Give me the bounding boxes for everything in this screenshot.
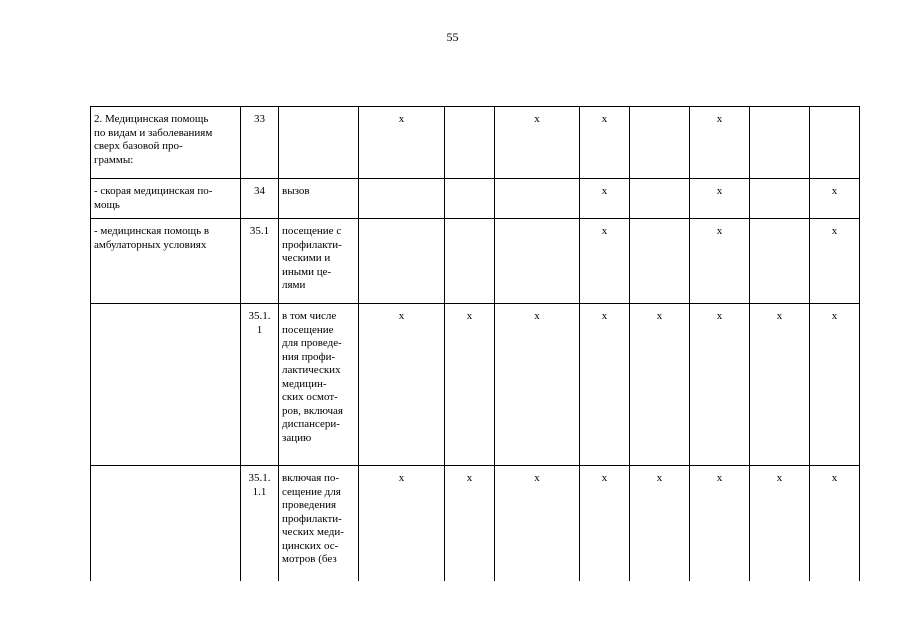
table-cell: х — [580, 219, 630, 304]
row-unit: вызов — [279, 179, 359, 219]
table-cell: х — [580, 179, 630, 219]
table-cell: х — [445, 304, 495, 466]
table-cell: х — [580, 304, 630, 466]
table-cell — [495, 219, 580, 304]
table-cell: х — [495, 304, 580, 466]
row-number: 34 — [241, 179, 279, 219]
table-cell: х — [495, 466, 580, 581]
table-cell: х — [690, 304, 750, 466]
table-cell — [445, 107, 495, 179]
table-cell — [445, 219, 495, 304]
table-cell — [750, 219, 810, 304]
table-cell: х — [750, 466, 810, 581]
table-cell: х — [810, 304, 860, 466]
table-row — [91, 179, 860, 219]
row-unit: в том числе посещение для проведе- ния профи- лактических медицин- ских осмот- ров, включая диспансери- зацию — [279, 304, 359, 466]
table-cell: х — [810, 219, 860, 304]
row-number: 33 — [241, 107, 279, 179]
table-cell: х — [580, 107, 630, 179]
table-cell — [359, 179, 445, 219]
table-cell: х — [690, 219, 750, 304]
table-cell — [445, 179, 495, 219]
table-cell — [750, 179, 810, 219]
row-unit — [279, 107, 359, 179]
table-cell — [495, 179, 580, 219]
table-cell — [359, 219, 445, 304]
table-cell: х — [630, 304, 690, 466]
table-cell: х — [690, 179, 750, 219]
row-number: 35.1 — [241, 219, 279, 304]
row-unit: включая по- сещение для проведения профилакти- ческих меди- цинских ос- мотров (без — [279, 466, 359, 581]
table-cell: х — [359, 304, 445, 466]
table-cell: х — [810, 466, 860, 581]
table-cell: х — [690, 466, 750, 581]
table-cell: х — [495, 107, 580, 179]
row-description: - медицинская помощь в амбулаторных условиях — [91, 219, 241, 304]
table-cell: х — [630, 466, 690, 581]
row-description: - скорая медицинская по- мощь — [91, 179, 241, 219]
table-row — [91, 107, 860, 179]
page-number: 55 — [446, 30, 459, 44]
table-cell: х — [690, 107, 750, 179]
row-unit: посещение с профилакти- ческими и иными це- лями — [279, 219, 359, 304]
table-cell: х — [445, 466, 495, 581]
row-description — [91, 304, 241, 466]
data-table — [90, 106, 860, 581]
table-cell: х — [810, 179, 860, 219]
table-cell: х — [750, 304, 810, 466]
row-number: 35.1. 1 — [241, 304, 279, 466]
table-cell: х — [359, 466, 445, 581]
table-cell — [630, 107, 690, 179]
table-row — [91, 219, 860, 304]
table-body — [91, 107, 860, 581]
table-row — [91, 466, 860, 581]
row-description: 2. Медицинская помощь по видам и заболеваниям сверх базовой про- граммы: — [91, 107, 241, 179]
table-cell: х — [359, 107, 445, 179]
table-cell — [750, 107, 810, 179]
row-number: 35.1. 1.1 — [241, 466, 279, 581]
table-cell — [630, 179, 690, 219]
table-cell: х — [580, 466, 630, 581]
table-row — [91, 304, 860, 466]
table-cell — [630, 219, 690, 304]
row-description — [91, 466, 241, 581]
table-cell — [810, 107, 860, 179]
